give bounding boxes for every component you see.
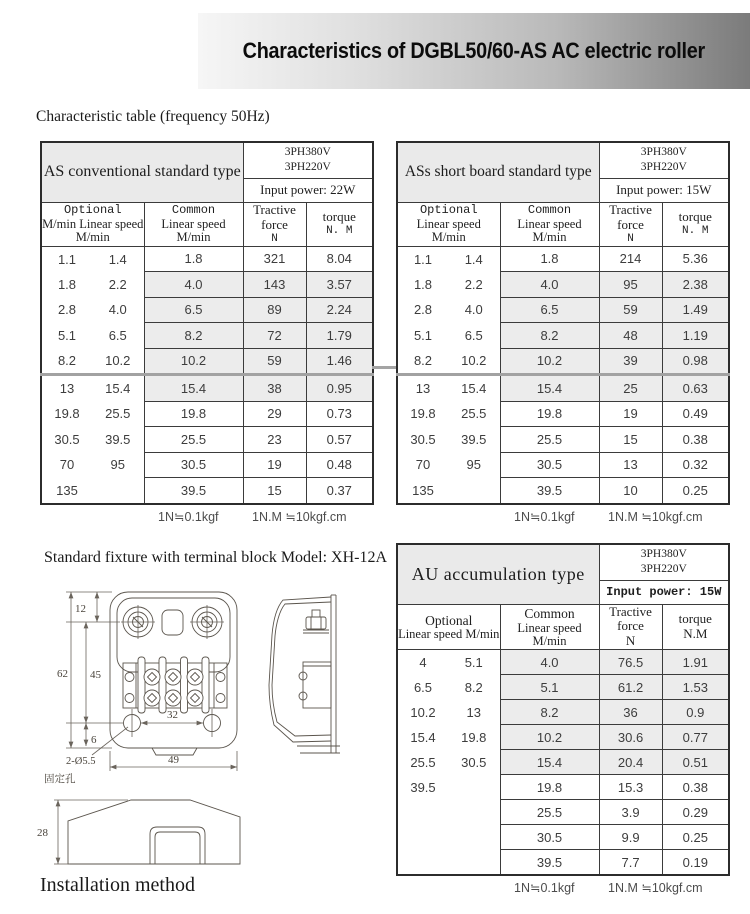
header-line: torque [678,209,712,225]
voltage-spec: 3PH380V 3PH220V [599,142,729,178]
cell-torque: 0.38 [662,427,729,453]
fixture-drawing-svg [28,583,358,883]
dim-45: 45 [90,669,101,681]
cell-tractive-force: 59 [599,297,662,323]
cell-torque: 0.57 [306,427,373,453]
cell-tractive-force: 72 [243,323,306,349]
cell-optional-speed-a: 13 [41,375,92,402]
header-line: Tractive force [253,202,296,232]
cell-common-speed: 25.5 [500,800,599,825]
cell-optional-speed-a: 8.2 [397,348,448,375]
input-power: Input power: 15W [599,580,729,604]
header-line: N. M [326,225,353,238]
header-line: Optional [63,202,122,217]
cell-optional-speed-a: 6.5 [397,675,448,700]
cell-tractive-force: 89 [243,297,306,323]
header-line: Linear speed [161,216,226,231]
voltage-spec: 3PH380V 3PH220V [599,544,729,580]
cell-optional-speed-a: 13 [397,375,448,402]
cell-optional-speed-b [448,850,500,876]
cell-common-speed: 6.5 [500,297,599,323]
cell-optional-speed-a: 15.4 [397,725,448,750]
table-row [41,272,373,298]
note-nm-kgfcm: 1N.M ≒10kgf.cm [252,509,347,524]
cell-tractive-force: 39 [599,348,662,375]
header-line: Optional [425,612,473,628]
cell-tractive-force: 38 [243,375,306,402]
table-row [397,348,729,375]
cell-tractive-force: 19 [599,401,662,427]
cell-torque: 0.25 [662,825,729,850]
cell-common-speed: 15.4 [500,750,599,775]
cell-common-speed: 5.1 [500,675,599,700]
header-line: torque [678,610,712,626]
header-line: Linear speed M/min [398,627,500,642]
table-row [397,297,729,323]
cell-common-speed: 19.8 [144,401,243,427]
cell-optional-speed-b: 6.5 [448,323,500,349]
table-row [41,427,373,453]
header-line: Linear speed M/min [517,216,582,244]
table-au-accumulation [396,543,728,896]
column-header-torque [662,202,729,246]
table-row [397,850,729,876]
fixture-label: Standard fixture with terminal block Model: XH-12A [44,549,388,566]
cell-tractive-force: 59 [243,348,306,375]
table-row [41,297,373,323]
cell-tractive-force: 13 [599,452,662,478]
cell-torque: 8.04 [306,246,373,272]
side-view [269,595,340,753]
table-row [41,323,373,349]
cell-optional-speed-a: 1.1 [41,246,92,272]
table-ass-short-board [396,141,728,525]
cell-optional-speed-a: 70 [41,452,92,478]
column-header-tractive-force [599,202,662,246]
cell-torque: 0.63 [662,375,729,402]
cell-tractive-force: 9.9 [599,825,662,850]
cell-optional-speed-b [448,800,500,825]
cell-torque: 0.32 [662,452,729,478]
table-row [397,800,729,825]
note-newton-kgf: 1N≒0.1kgf [514,509,575,524]
cell-tractive-force: 25 [599,375,662,402]
cell-torque: 1.91 [662,650,729,675]
cell-tractive-force: 15 [243,478,306,504]
column-header-common [144,202,243,246]
table-row [397,775,729,800]
cell-optional-speed-b [448,478,500,504]
table-row [397,427,729,453]
cell-torque: 0.9 [662,700,729,725]
cell-tractive-force: 20.4 [599,750,662,775]
cell-common-speed: 25.5 [500,427,599,453]
cell-optional-speed-b: 39.5 [92,427,144,453]
side-bolt [303,610,329,633]
cell-torque: 0.25 [662,478,729,504]
header-line: N.M [683,625,708,641]
cell-optional-speed-a: 5.1 [397,323,448,349]
cell-tractive-force: 19 [243,452,306,478]
column-header-optional [397,202,500,246]
center-boss [162,610,183,635]
cell-common-speed: 39.5 [144,478,243,504]
cell-optional-speed-b: 95 [92,452,144,478]
unit-conversion-note [396,880,728,896]
cell-optional-speed-a: 2.8 [41,297,92,323]
cell-optional-speed-a: 19.8 [41,401,92,427]
table-title: ASs short board standard type [397,142,599,202]
header-line: Common [171,202,216,217]
table-row [397,725,729,750]
cell-common-speed: 30.5 [500,452,599,478]
cell-torque: 2.38 [662,272,729,298]
cell-optional-speed-a: 135 [41,478,92,504]
front-view [110,592,237,755]
cell-tractive-force: 61.2 [599,675,662,700]
cell-optional-speed-a: 70 [397,452,448,478]
page-title: Characteristics of DGBL50/60-AS AC electric roller [242,38,706,63]
note-newton-kgf: 1N≒0.1kgf [514,881,575,896]
cell-optional-speed-b: 95 [448,452,500,478]
cell-optional-speed-b: 25.5 [92,401,144,427]
dim-49: 49 [168,754,179,766]
cell-tractive-force: 15 [599,427,662,453]
cell-optional-speed-a: 30.5 [397,427,448,453]
cell-optional-speed-b: 15.4 [92,375,144,402]
cell-torque: 0.19 [662,850,729,876]
table-row [397,825,729,850]
table-row [397,401,729,427]
cell-optional-speed-b: 15.4 [448,375,500,402]
cell-optional-speed-b [92,478,144,504]
au-accumulation-type-grid [396,543,730,876]
cell-optional-speed-b [448,775,500,800]
header-line: Optional [419,202,478,217]
column-header-tractive-force [599,604,662,650]
cell-torque: 0.51 [662,750,729,775]
cell-optional-speed-a: 1.1 [397,246,448,272]
cell-common-speed: 4.0 [500,272,599,298]
table-row [397,452,729,478]
cell-optional-speed-a: 4 [397,650,448,675]
header-line: Tractive force [609,604,652,634]
cell-torque: 0.95 [306,375,373,402]
as-conventional-standard-type-grid [40,141,374,505]
column-header-torque [306,202,373,246]
cell-common-speed: 1.8 [144,246,243,272]
table-title: AS conventional standard type [41,142,243,202]
header-line: Tractive force [609,202,652,232]
cell-optional-speed-a: 5.1 [41,323,92,349]
table-title: AU accumulation type [397,544,599,604]
table-row [397,323,729,349]
cell-torque: 2.24 [306,297,373,323]
header-line: M/min [176,229,211,244]
cell-tractive-force: 321 [243,246,306,272]
cell-optional-speed-b: 2.2 [448,272,500,298]
header-line: N [627,232,634,245]
hole-callout-cn: 固定孔 [44,774,76,785]
cell-common-speed: 15.4 [500,375,599,402]
header-line: M/min Linear speed [42,216,144,231]
table-row [41,401,373,427]
cell-common-speed: 15.4 [144,375,243,402]
cell-optional-speed-a: 1.8 [41,272,92,298]
table-row [397,246,729,272]
cell-tractive-force: 29 [243,401,306,427]
technical-drawing [28,583,358,883]
cell-optional-speed-b: 10.2 [448,348,500,375]
header-line: Common [527,202,572,217]
cell-torque: 0.73 [306,401,373,427]
table-row [397,272,729,298]
input-power: Input power: 22W [243,178,373,202]
cell-torque: 0.29 [662,800,729,825]
cell-tractive-force: 10 [599,478,662,504]
table-row [397,478,729,504]
header-line: Linear speed [416,216,481,231]
cell-torque: 1.53 [662,675,729,700]
unit-conversion-note [396,509,728,525]
table-row [41,375,373,402]
cell-optional-speed-a [397,825,448,850]
cell-tractive-force: 48 [599,323,662,349]
cell-common-speed: 25.5 [144,427,243,453]
cell-torque: 0.77 [662,725,729,750]
cell-common-speed: 8.2 [500,700,599,725]
column-header-common [500,202,599,246]
cell-common-speed: 10.2 [500,725,599,750]
cell-common-speed: 19.8 [500,775,599,800]
cell-torque: 3.57 [306,272,373,298]
voltage-spec: 3PH380V 3PH220V [243,142,373,178]
cell-torque: 5.36 [662,246,729,272]
cell-common-speed: 4.0 [500,650,599,675]
cell-torque: 0.98 [662,348,729,375]
cell-tractive-force: 95 [599,272,662,298]
cell-optional-speed-a [397,800,448,825]
cell-optional-speed-a: 10.2 [397,700,448,725]
cell-optional-speed-a: 8.2 [41,348,92,375]
dim-28: 28 [37,827,48,839]
cell-optional-speed-b: 8.2 [448,675,500,700]
header-line: M/min [431,229,466,244]
cell-tractive-force: 23 [243,427,306,453]
column-header-tractive-force [243,202,306,246]
cell-common-speed: 30.5 [144,452,243,478]
cell-optional-speed-a: 25.5 [397,750,448,775]
cell-optional-speed-b: 4.0 [448,297,500,323]
table-row [397,750,729,775]
cell-optional-speed-b: 19.8 [448,725,500,750]
cell-optional-speed-a: 2.8 [397,297,448,323]
cell-optional-speed-b: 4.0 [92,297,144,323]
cell-common-speed: 4.0 [144,272,243,298]
cell-optional-speed-a: 19.8 [397,401,448,427]
column-header-common [500,604,599,650]
table-row [397,650,729,675]
cell-optional-speed-b: 5.1 [448,650,500,675]
header-line: torque [322,209,356,225]
title-banner [198,13,750,89]
column-header-optional [41,202,144,246]
header-line: N [625,633,636,649]
header-line: Linear speed M/min [517,620,582,648]
ass-short-board-standard-type-grid [396,141,730,505]
cell-common-speed: 8.2 [500,323,599,349]
cell-optional-speed-b: 10.2 [92,348,144,375]
cell-optional-speed-b: 30.5 [448,750,500,775]
bottom-view [37,800,240,864]
header-line: N. M [682,225,709,238]
cell-optional-speed-b: 25.5 [448,401,500,427]
cell-torque: 0.49 [662,401,729,427]
column-header-torque [662,604,729,650]
dim-32: 32 [167,709,178,721]
cell-optional-speed-a: 1.8 [397,272,448,298]
table-row [397,700,729,725]
cell-torque: 0.37 [306,478,373,504]
cell-common-speed: 10.2 [144,348,243,375]
header-line: N [271,232,278,245]
cell-torque: 0.48 [306,452,373,478]
cell-tractive-force: 36 [599,700,662,725]
cell-optional-speed-b: 6.5 [92,323,144,349]
cell-optional-speed-a [397,850,448,876]
cell-torque: 1.46 [306,348,373,375]
cell-tractive-force: 15.3 [599,775,662,800]
note-nm-kgfcm: 1N.M ≒10kgf.cm [608,881,703,896]
table-row [41,452,373,478]
cell-tractive-force: 76.5 [599,650,662,675]
table-as-conventional [40,141,372,525]
terminal-block [123,657,227,713]
cell-tractive-force: 3.9 [599,800,662,825]
cell-optional-speed-a: 30.5 [41,427,92,453]
cell-optional-speed-a: 135 [397,478,448,504]
cell-optional-speed-b: 39.5 [448,427,500,453]
cell-optional-speed-a: 39.5 [397,775,448,800]
characteristic-table-label: Characteristic table (frequency 50Hz) [36,108,270,125]
hole-callout: 2-Ø5.5 [66,756,96,767]
header-line: M/min [75,229,110,244]
cell-common-speed: 10.2 [500,348,599,375]
column-header-optional [397,604,500,650]
dim-12: 12 [75,603,86,615]
cell-torque: 1.49 [662,297,729,323]
cell-optional-speed-b [448,825,500,850]
cell-torque: 0.38 [662,775,729,800]
cell-torque: 1.19 [662,323,729,349]
dim-6: 6 [91,734,97,746]
cell-optional-speed-b: 1.4 [448,246,500,272]
screw-right [190,605,224,639]
cell-optional-speed-b: 2.2 [92,272,144,298]
dim-62: 62 [57,668,68,680]
table-row [41,348,373,375]
side-terminal [299,662,331,708]
table-row [41,246,373,272]
cell-tractive-force: 7.7 [599,850,662,876]
screw-left [121,605,155,639]
table-row [397,675,729,700]
cell-optional-speed-b: 13 [448,700,500,725]
cell-common-speed: 1.8 [500,246,599,272]
cell-tractive-force: 214 [599,246,662,272]
cell-common-speed: 39.5 [500,478,599,504]
cell-tractive-force: 30.6 [599,725,662,750]
cell-torque: 1.79 [306,323,373,349]
cell-common-speed: 6.5 [144,297,243,323]
row-group-divider [372,366,396,369]
cell-tractive-force: 143 [243,272,306,298]
cell-common-speed: 8.2 [144,323,243,349]
note-newton-kgf: 1N≒0.1kgf [158,509,219,524]
installation-method-label: Installation method [40,874,195,896]
cell-common-speed: 19.8 [500,401,599,427]
header-line: Common [524,606,575,622]
cell-common-speed: 39.5 [500,850,599,876]
input-power: Input power: 15W [599,178,729,202]
unit-conversion-note [40,509,372,525]
cell-common-speed: 30.5 [500,825,599,850]
note-nm-kgfcm: 1N.M ≒10kgf.cm [608,509,703,524]
table-row [41,478,373,504]
cell-optional-speed-b: 1.4 [92,246,144,272]
table-row [397,375,729,402]
